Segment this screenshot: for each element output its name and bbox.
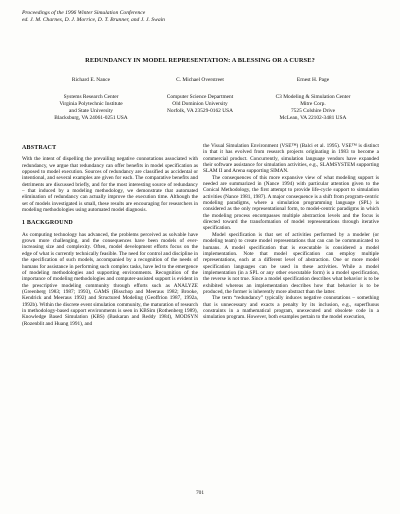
section-1-heading: 1 BACKGROUND [22, 220, 73, 227]
author-2 [145, 77, 255, 115]
right-paragraph-3: Model specification is that set of activities performed by a modeler (or modeling team) to create model representations that can can be communicated to humans. A model specification that is executable is considered a model implementation. Note that model specification can employ multiple representations, each at a different level of abstraction. One or more model specification languages can be used in these activities. While a model implementation (in a SPL or any other executable form) is a model specification, the reverse is not true. Since a model specification describes what behavior is to be exhibited whereas an implementation describes how that behavior is to be produced, the former is inherently more abstract than the latter. [203, 231, 379, 295]
right-paragraph-2: The consequences of this more expansive view of what modeling support is needed are summarized in (Nance 1994) with particular attention given to the Conical Methodology, the first attempt to provide life-cycle support to simulation activities (Nance 1981, 1987). A major consequence is a shift from program-centric modeling paradigms, where a simulation programming language (SPL) is considered as the only representational form, to model-centric paradigms in which the modeling process encompasses multiple abstraction levels and the focus is directed toward the transformation of model representations through iterative specification. [203, 174, 379, 232]
author-name: C. Michael Overstreet [176, 77, 224, 83]
author-affiliation-line: C3 Modeling & Simulation Center [275, 94, 351, 100]
right-paragraph-1: the Visual Simulation Environment (VSE™) (Balci et al. 1995). VSE™ is distinct in that it has evolved from research projects originating in 1983 to become a commercial product. Concurrently, simulation language vendors have expanded their software assistance for simulation activities, e.g., SLAMSYSTEM supporting SLAM II and Arena supporting SIMAN. [203, 143, 379, 175]
author-affiliation-line: and State University [68, 108, 113, 114]
author-affiliation-line: McLean, VA 22102-3481 USA [279, 115, 347, 121]
author-affiliation-line: Systems Research Center [63, 94, 119, 100]
proceedings-line-2: ed. J. M. Charnes, D. J. Morrice, D. T. Brunner, and J. J. Swain [22, 17, 165, 24]
page-number: 701 [195, 490, 205, 496]
author-name: Ernest H. Page [296, 77, 330, 83]
section-1-paragraph: As computing technology has advanced, the problems perceived as solvable have grown more challenging, and the consequences have been models of ever-increasing size and complexity. Often, model development efforts focus on the edge of what is currently technically feasible. The need for control and discipline in the specification of such models, accompanied by a recognition of the needs of humans for assistance in performing such complex tasks, have led to the emergence of modeling methodologies and supporting environments. Recognition of the importance of modeling methodologies and computer-assisted support is evident in the prescriptive modeling community through efforts such as ANALYZE (Greenberg 1983; 1987; 1993), GAMS (Bisschop and Meeraus 1982; Brooke, Kendrick and Meeraus 1992) and Structured Modeling (Geoffrion 1987, 1992a, 1992b). Within the discrete event simulation community, the maturation of research in methodology-based support environments is seen in KBSim (Rothenberg 1989), Knowledge Based Simulation (KBS) (Baskaran and Reddy 1984), MODSYN (Rozenblit and Huang 1991), and [22, 231, 198, 327]
author-affiliation-line: Norfolk, VA 23529-0162 USA [167, 108, 233, 114]
author-affiliation-line: Mitre Corp. [300, 101, 326, 107]
author-1 [36, 77, 146, 122]
author-affiliation-line: Virginia Polytechnic Institute [59, 101, 123, 107]
right-column [203, 143, 379, 321]
abstract-text: With the intent of dispelling the prevailing negative connotations associated with redundancy, we argue that redundancy can offer benefits in model specification as opposed to model execution. Sources of redundancy are classified as accidental or intentional, and several examples are given for each. The comparative benefits and detriments are discussed briefly, and for the most interesting source of redundancy – that induced by a modeling methodology, we demonstrate that automated elimination of redundancy can actually improve the execution time. Although the set of models investigated is small, these results are encouraging for researchers in modeling methodologies using automated model diagnosis. [22, 156, 198, 214]
proceedings-line-1: Proceedings of the 1996 Winter Simulation Conference [22, 10, 146, 16]
author-affiliation-line: Old Dominion University [172, 101, 228, 107]
author-name: Richard E. Nance [71, 77, 111, 83]
author-affiliation-line: Blacksburg, VA 24061-0251 USA [54, 115, 128, 121]
author-affiliation-line: 7525 Colshire Drive [290, 108, 336, 114]
right-paragraph-4: The term “redundancy” typically induces negative connotations – something that is unnecessary and exacts a penalty by its inclusion, e.g., superfluous constraints in a mathematical program, unexecuted and obsolete code in a simulation program. However, both examples pertain to the model execution, [203, 295, 379, 321]
abstract-heading: ABSTRACT [22, 145, 57, 151]
proceedings-header [22, 10, 165, 24]
author-3 [254, 77, 372, 122]
paper-title: REDUNDANCY IN MODEL REPRESENTATION: A BLESSING OR A CURSE? [85, 57, 315, 64]
author-affiliation-line: Computer Science Department [166, 94, 234, 100]
left-column [22, 145, 198, 327]
